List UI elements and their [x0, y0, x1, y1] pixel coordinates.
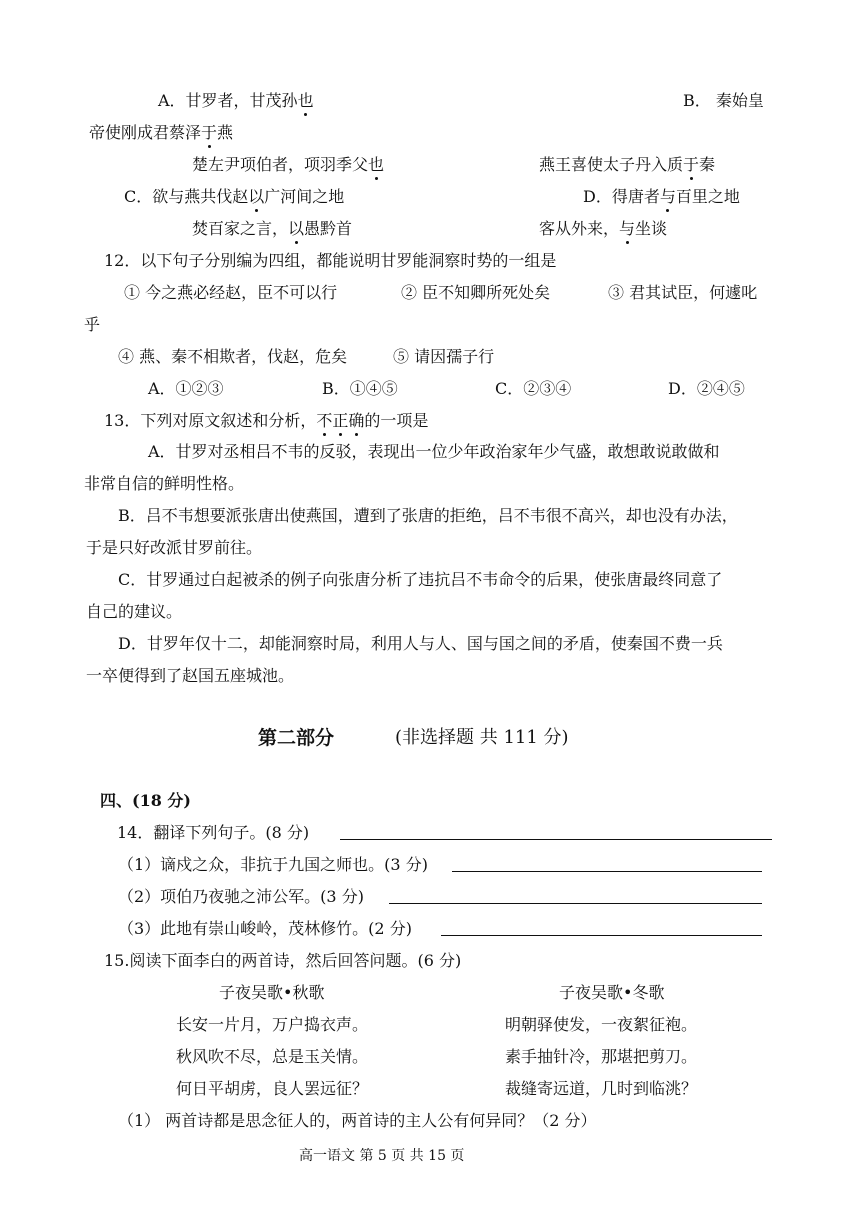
q13-option-b-line2: 于是只好改派甘罗前往。 [86, 538, 263, 557]
q12-sentence-1: ① 今之燕必经赵，臣不可以行 [124, 283, 338, 302]
q12-sentence-4: ④ 燕、秦不相欺者，伐赵，危矣 [118, 347, 348, 366]
q13-option-d-line1: D．甘罗年仅十二，却能洞察时局，利用人与人、国与国之间的矛盾，使秦国不费一兵 [118, 634, 723, 653]
poem-left-title: 子夜吴歌•秋歌 [219, 983, 325, 1002]
q12-option-c: C．②③④ [495, 379, 572, 398]
q11-option-d: D．得唐者与百里之地 [583, 187, 740, 206]
q11-option-b-cont: 帝使刚成君蔡泽于燕 [89, 123, 234, 142]
q12-option-d: D．②④⑤ [668, 379, 745, 398]
poem-right-line-3: 裁缝寄远道，几时到临洮？ [505, 1079, 698, 1098]
poem-left-line-1: 长安一片月，万户捣衣声。 [176, 1015, 369, 1034]
q12-option-a: A．①②③ [148, 379, 224, 398]
q13-stem: 13．下列对原文叙述和分析，不正确的一项是 [104, 411, 429, 430]
q11-option-a: A．甘罗者，甘茂孙也 [158, 91, 314, 110]
q11-option-a-sentence2: 楚左尹项伯者，项羽季父也 [192, 155, 385, 174]
q13-option-c-line1: C．甘罗通过白起被杀的例子向张唐分析了违抗吕不韦命令的后果，使张唐最终同意了 [118, 570, 723, 589]
q14-item-1: （1）谪戍之众，非抗于九国之师也。(3 分) [118, 855, 428, 874]
q11-option-d-sentence2: 客从外来，与坐谈 [539, 219, 668, 238]
q12-sentence-5: ⑤ 请因孺子行 [393, 347, 495, 366]
q13-option-c-line2: 自己的建议。 [86, 602, 183, 621]
q15-stem: 15.阅读下面李白的两首诗，然后回答问题。(6 分) [104, 951, 462, 970]
q14-item-3: （3）此地有崇山峻岭，茂林修竹。(2 分) [118, 919, 412, 938]
q11-option-c-sentence2: 焚百家之言，以愚黔首 [192, 219, 353, 238]
q14-stem: 14．翻译下列句子。(8 分) [117, 823, 310, 842]
q14-2-answer-line[interactable] [389, 903, 762, 904]
q13-option-b-line1: B．吕不韦想要派张唐出使燕国，遭到了张唐的拒绝，吕不韦很不高兴，却也没有办法， [118, 506, 738, 525]
part-two-title: 第二部分 [258, 727, 335, 749]
q12-option-b: B．①④⑤ [322, 379, 398, 398]
poem-right-line-1: 明朝驿使发，一夜絮征袍。 [505, 1015, 698, 1034]
poem-right-title: 子夜吴歌•冬歌 [559, 983, 665, 1002]
q11-option-c: C．欲与燕共伐赵以广河间之地 [124, 187, 345, 206]
poem-right-line-2: 素手抽针冷，那堪把剪刀。 [505, 1047, 698, 1066]
q11-option-b: B． 秦始皇 [683, 91, 764, 110]
part-two-subtitle: (非选择题 共 111 分) [395, 727, 569, 748]
q12-sentence-3: ③ 君其试臣，何遽叱 [608, 283, 758, 302]
q12-stem: 12．以下句子分别编为四组，都能说明甘罗能洞察时势的一组是 [104, 251, 557, 270]
page-footer: 高一语文 第 5 页 共 15 页 [299, 1148, 465, 1164]
poem-left-line-3: 何日平胡虏，良人罢远征？ [176, 1079, 369, 1098]
q15-sub-1: （1） 两首诗都是思念征人的，两首诗的主人公有何异同？（2 分） [118, 1111, 597, 1130]
q13-option-a-line2: 非常自信的鲜明性格。 [84, 474, 245, 493]
q11-option-b-sentence2: 燕王喜使太子丹入质于秦 [539, 155, 716, 174]
q14-1-answer-line[interactable] [452, 871, 762, 872]
poem-left-line-2: 秋风吹不尽，总是玉关情。 [176, 1047, 369, 1066]
section-four-heading: 四、(18 分) [100, 791, 191, 810]
q13-option-d-line2: 一卒便得到了赵国五座城池。 [86, 666, 295, 685]
q14-item-2: （2）项伯乃夜驰之沛公军。(3 分) [118, 887, 364, 906]
q12-sentence-2: ② 臣不知卿所死处矣 [401, 283, 551, 302]
q14-answer-line[interactable] [340, 839, 772, 840]
q13-option-a-line1: A．甘罗对丞相吕不韦的反驳，表现出一位少年政治家年少气盛，敢想敢说敢做和 [148, 442, 720, 461]
q14-3-answer-line[interactable] [441, 935, 762, 936]
q12-sentence-3-cont: 乎 [84, 315, 101, 334]
